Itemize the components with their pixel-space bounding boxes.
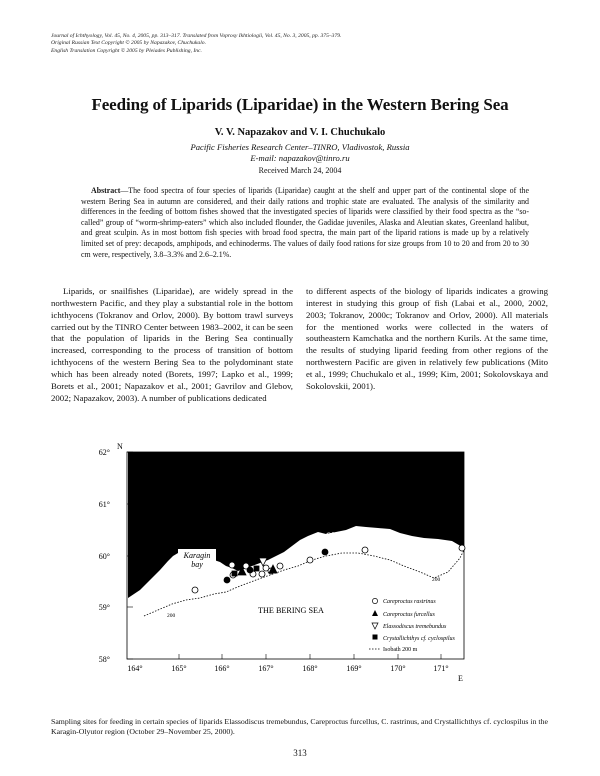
- lon-label: 167°: [258, 664, 274, 673]
- legend-item: Elassodiscus tremebundus: [383, 624, 447, 630]
- lat-label: 58°: [98, 655, 110, 664]
- lon-label: 168°: [302, 664, 318, 673]
- header-line-3: English Translation Copyright © 2005 by Pleiades Publishing, Inc.: [51, 47, 202, 54]
- legend-symbol-inverted-triangle: [372, 623, 378, 629]
- abstract-label: Abstract: [91, 186, 121, 195]
- received-date: Received March 24, 2004: [258, 166, 342, 175]
- lon-label: 170°: [390, 664, 406, 673]
- paper-authors: V. V. Napazakov and V. I. Chuchukalo: [214, 127, 386, 138]
- karagin-bay-label: bay: [191, 560, 203, 569]
- lon-label: 166°: [214, 664, 230, 673]
- lat-label: 60°: [98, 552, 110, 561]
- legend-item: Careproctus furcellus: [383, 612, 435, 618]
- header-line-1: Journal of Ichthyology, Vol. 45, No. 4, 2005, pp. 313–317. Translated from Voprosy Ikhtiologii, Vol. 45, No. 3, 2005, pp. 375–379.: [51, 33, 342, 39]
- legend-item: Crystallichthys cf. cyclospilus: [383, 636, 455, 642]
- affiliation: Pacific Fisheries Research Center–TINRO, Vladivostok, Russia: [190, 142, 410, 152]
- page-number: 313: [293, 748, 307, 758]
- lon-label: 164°: [127, 664, 143, 673]
- lat-label: 59°: [98, 603, 110, 612]
- olyutor-label: Olyutor: [325, 531, 351, 540]
- header-line-2: Original Russian Text Copyright © 2005 by Napazakov, Chuchukalo.: [51, 40, 206, 47]
- figure-caption: Sampling sites for feeding in certain species of liparids Elassodiscus tremebundus, Careproctus furcellus, C. rastrinus, and Crystallichthys cf. cyclospilus in the Karagin-Olyutor region (October 29–November 25, 2000).: [51, 717, 548, 736]
- lon-label: 165°: [171, 664, 187, 673]
- legend-item: Careproctus rastrinus: [383, 599, 436, 605]
- legend-symbol-square: [373, 635, 378, 640]
- isobath-label-west: 200: [167, 613, 176, 619]
- body-paragraph-left: Liparids, or snailfishes (Liparidae), are widely spread in the northwestern Pacific, and they play a substantial role in the bottom ichthyocens (Tokranov and Orlov, 2000). By bottom trawl surveys carried out by the TINRO Center between 1983–2002, it can be seen that the population of liparids in the Bering Sea continually increased, corresponding to the process of transition of bottom ichthyocens of the western Bering Sea to the polydominant state which has been already noted (Borets, 1997; Lapko et al., 1999; Borets et al., 2001; Napazakov et al., 2001; Gavrilov and Glebov, 2002; Napazakov, 2003). A number of publications dedicated: [51, 286, 293, 403]
- karagin-label: Karagin: [183, 551, 211, 560]
- lon-label: 171°: [433, 664, 449, 673]
- email[interactable]: E-mail: napazakov@tinro.ru: [250, 153, 350, 163]
- sea-label: THE BERING SEA: [258, 606, 324, 615]
- legend-symbol-circle: [372, 598, 377, 603]
- abstract-text: —The food spectra of four species of liparids (Liparidae) caught at the shelf and upper part of the continental slope of the western Bering Sea in autumn are considered, and their daily rations and trophic state are evaluated. The analysis of the similarity and differences in the feeding of bottom fishes showed that the investigated species of liparids were classified by their food spectra as the “so-called” group of “worm-shrimp-eaters” which also included flounder, the Gadidae juveniles, Alaska and Aleutian skates, Greenland halibut, and great sculpin. As in most bottom fish species with broad food spectra, the main part of the liparid rations is made up by a relatively limited set of prey: decapods, amphipods, and echinoderms. The values of daily food rations for size groups from 10 to 20 and from 20 to 30 cm were, respectively, 3.8–3.3% and 2.6–2.1%.: [81, 186, 529, 259]
- lat-label: 61°: [98, 500, 110, 509]
- legend-symbol-triangle: [372, 610, 378, 616]
- isobath-label-east: 200: [432, 577, 441, 583]
- north-label: N: [117, 442, 123, 451]
- paper-title: Feeding of Liparids (Liparidae) in the Western Bering Sea: [91, 95, 509, 114]
- coastline-land: [128, 452, 464, 598]
- olyutor-bay-label: bay: [332, 540, 344, 549]
- map-legend: [369, 598, 455, 653]
- east-label: E: [458, 674, 463, 683]
- legend-item: Isobath 200 m: [383, 647, 418, 653]
- lon-label: 169°: [346, 664, 362, 673]
- body-paragraph-right: to different aspects of the biology of liparids indicates a growing interest in studying this group of fish (Labai et al., 2000, 2002, 2003; Tokranov, 2000c; Tokranov and Orlov, 2000). All materials for the mentioned works were collected in the waters of southeastern Kamchatka and the northern Kurils. At the same time, the results of studying liparid feeding from other regions of the northwestern Pacific are given in relatively few publications (Mito et al., 1999; Chuchukalo et al., 1999; Kim, 2001; Sokolovskaya and Sokolovskii, 2001).: [306, 286, 548, 391]
- lat-label: 62°: [98, 448, 110, 457]
